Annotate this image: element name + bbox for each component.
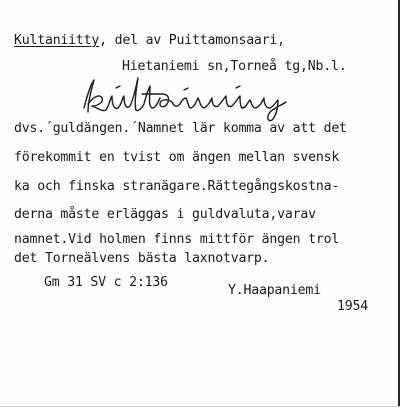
body-line-3: ka och finska stranägare.Rättegångskostna- bbox=[14, 179, 340, 194]
handwritten-word bbox=[80, 74, 290, 122]
body-line-4: derna måste erläggas i guldvaluta,varav bbox=[14, 207, 316, 222]
collector-name: Y.Haapaniemi bbox=[228, 283, 321, 298]
headword: Kultaniitty bbox=[14, 33, 100, 48]
body-line-5: namnet.Vid holmen finns mittför ängen trol bbox=[14, 232, 340, 247]
header-rest: , del av Puittamonsaari, bbox=[99, 33, 285, 48]
card-header-line bbox=[14, 33, 285, 49]
location-line: Hietaniemi sn,Torneå tg,Nb.l. bbox=[122, 59, 347, 74]
reference-code: Gm 31 SV c 2:136 bbox=[44, 275, 168, 290]
body-line-2: förekommit en tvist om ängen mellan svensk bbox=[14, 150, 340, 165]
body-line-6: det Torneälvens bästa laxnotvarp. bbox=[14, 251, 270, 266]
year: 1954 bbox=[337, 299, 368, 314]
body-line-1: dvs.´guldängen.´Namnet lär komma av att det bbox=[14, 121, 347, 136]
